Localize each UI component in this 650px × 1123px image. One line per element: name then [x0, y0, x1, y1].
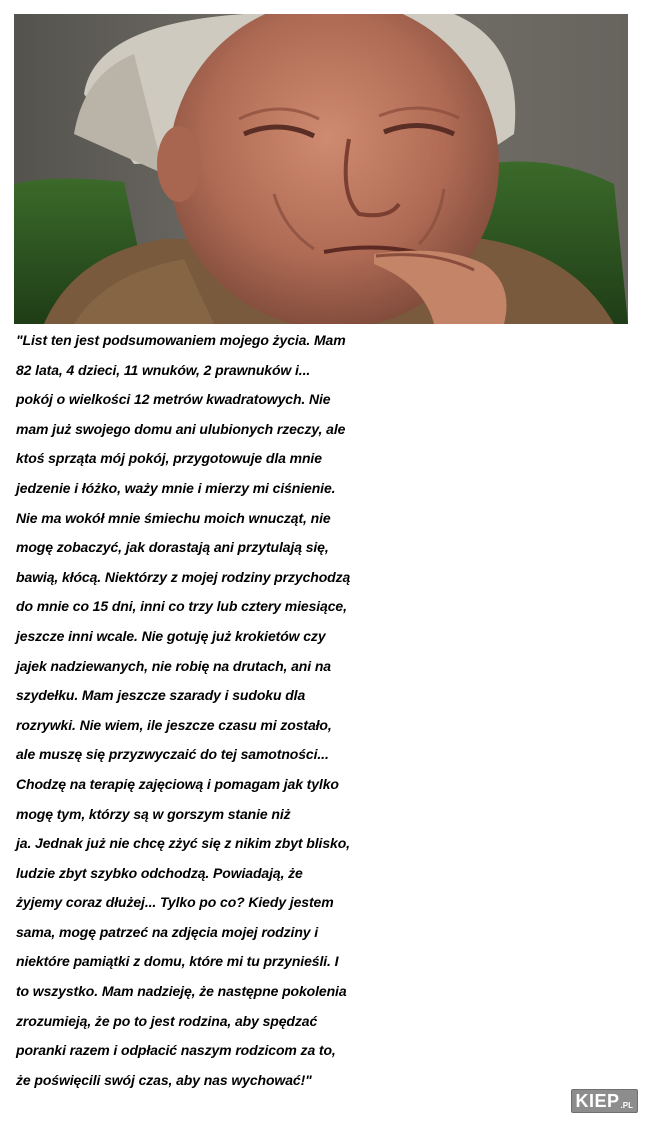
quote-line: że poświęcili swój czas, aby nas wychować!": [16, 1071, 312, 1088]
quote-line: żyjemy coraz dłużej... Tylko po co? Kiedy jestem: [16, 894, 334, 911]
quote-line: do mnie co 15 dni, inni co trzy lub cztery miesiące,: [16, 598, 347, 615]
quote-line: ktoś sprząta mój pokój, przygotowuje dla mnie: [16, 450, 322, 467]
quote-line: Nie ma wokół mnie śmiechu moich wnucząt, nie: [16, 509, 331, 526]
quote-line: bawią, kłócą. Niektórzy z mojej rodziny przychodzą: [16, 568, 351, 585]
quote-line: rozrywki. Nie wiem, ile jeszcze czasu mi zostało,: [16, 716, 332, 733]
quote-text: [16, 326, 638, 1095]
watermark-main-text: KIEP: [575, 1091, 620, 1111]
quote-line: 82 lata, 4 dzieci, 11 wnuków, 2 prawnuków i...: [16, 361, 311, 378]
quote-line: pokój o wielkości 12 metrów kwadratowych. Nie: [16, 391, 331, 408]
quote-line: Chodzę na terapię zajęciową i pomagam jak tylko: [16, 775, 339, 792]
quote-line: sama, mogę patrzeć na zdjęcia mojej rodziny i: [16, 923, 319, 940]
quote-line: "List ten jest podsumowaniem mojego życia. Mam: [16, 332, 346, 348]
quote-line: to wszystko. Mam nadzieję, że następne pokolenia: [16, 983, 347, 1000]
watermark-sub-text: .PL: [620, 1101, 633, 1110]
quote-line: mam już swojego domu ani ulubionych rzeczy, ale: [16, 420, 346, 437]
quote-line: niektóre pamiątki z domu, które mi tu przynieśli. I: [16, 953, 339, 970]
quote-line: mogę tym, którzy są w gorszym stanie niż: [16, 805, 291, 822]
quote-line: ja. Jednak już nie chcę zżyć się z nikim zbyt blisko,: [16, 835, 350, 852]
quote-line: szydełku. Mam jeszcze szarady i sudoku dla: [16, 687, 306, 704]
elderly-woman-photo: [14, 14, 628, 324]
quote-line: jedzenie i łóżko, waży mnie i mierzy mi ciśnienie.: [16, 479, 336, 496]
quote-line: jajek nadziewanych, nie robię na drutach, ani na: [16, 657, 331, 674]
quote-line: zrozumieją, że po to jest rodzina, aby spędzać: [16, 1012, 318, 1029]
quote-line: ale muszę się przyzwyczaić do tej samotności...: [16, 746, 329, 763]
elderly-woman-portrait-photo-icon: [14, 14, 628, 324]
kiep-watermark-logo: [571, 1089, 638, 1113]
quote-line: poranki razem i odpłacić naszym rodzicom za to,: [16, 1042, 336, 1059]
quote-line: ludzie zbyt szybko odchodzą. Powiadają, że: [16, 864, 303, 881]
quote-line: mogę zobaczyć, jak dorastają ani przytulają się,: [16, 539, 329, 556]
quote-line: jeszcze inni wcale. Nie gotuję już krokietów czy: [16, 627, 326, 644]
